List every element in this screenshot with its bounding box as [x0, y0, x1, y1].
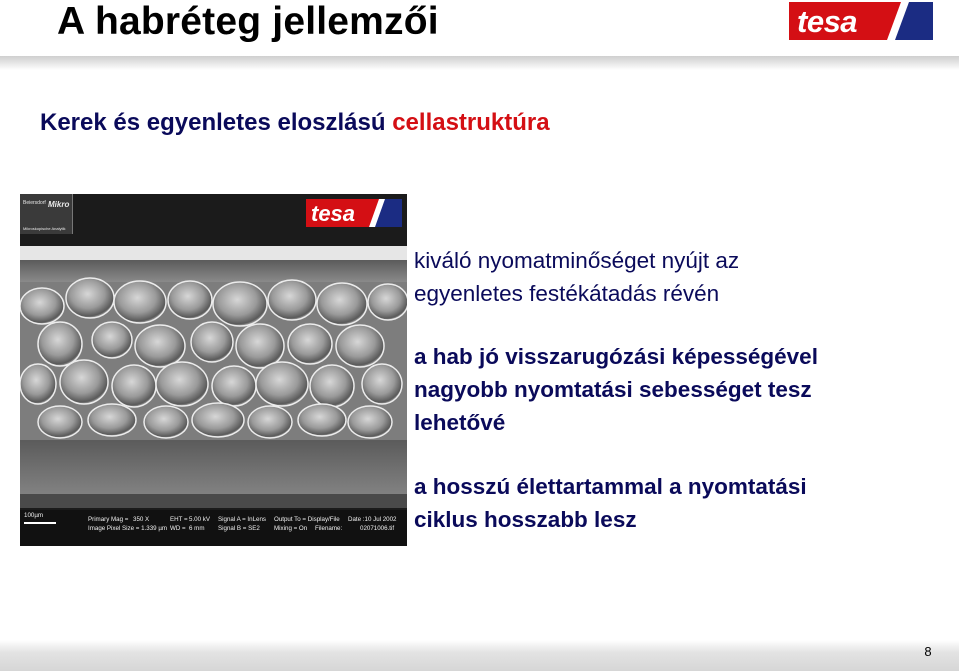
bullet-item — [414, 340, 818, 439]
scale-label: 100µm — [24, 512, 44, 519]
foam-cell-structure — [20, 194, 407, 546]
lab-brand: Mikro — [48, 200, 70, 209]
foam-cell — [114, 281, 166, 323]
pixel-size: Image Pixel Size = 1.339 µm — [88, 525, 168, 532]
signal-a: Signal A = InLens — [218, 516, 266, 523]
foam-cell — [135, 325, 185, 367]
bullet-line: a hosszú élettartammal a nyomtatási — [414, 474, 807, 499]
bullet-line: nagyobb nyomtatási sebességet tesz — [414, 377, 812, 402]
page-number: 8 — [924, 644, 932, 659]
foam-cell — [60, 360, 108, 404]
foam-cell — [362, 364, 402, 404]
foam-cell — [112, 365, 156, 407]
bullet-line: ciklus hosszabb lesz — [414, 507, 637, 532]
foam-cell — [192, 403, 244, 437]
foam-cell — [88, 404, 136, 436]
sem-micrograph — [20, 194, 407, 546]
foam-cell — [156, 362, 208, 406]
sem-info-bar — [20, 510, 407, 546]
slide-subtitle — [40, 108, 550, 138]
foam-cell — [66, 278, 114, 318]
foam-cell — [368, 284, 407, 320]
foam-cell — [310, 365, 354, 407]
foam-cell — [213, 282, 267, 326]
svg-text:tesa: tesa — [797, 4, 858, 39]
footer-bar — [0, 640, 959, 671]
lab-dept: Mikroskopische Analytik — [23, 226, 66, 231]
foam-cell — [212, 366, 256, 406]
svg-text:tesa: tesa — [311, 201, 356, 226]
foam-cell — [38, 406, 82, 438]
bullet-line: kiváló nyomatminőséget nyújt az — [414, 248, 740, 273]
bullet-line: lehetővé — [414, 410, 506, 435]
date: Date :10 Jul 2002 — [348, 516, 397, 523]
bullet-line: egyenletes festékátadás révén — [414, 281, 720, 306]
subtitle-text: Kerek és egyenletes eloszlású — [40, 109, 393, 136]
foam-cell — [20, 288, 64, 324]
foam-cell — [336, 325, 384, 367]
wd-value: 6 mm — [189, 525, 205, 532]
foam-cell — [191, 322, 233, 362]
output-to: Output To = Display/File — [274, 516, 340, 523]
signal-b: Signal B = SE2 — [218, 525, 260, 532]
header-divider — [0, 56, 959, 70]
eht-label: EHT = — [170, 516, 188, 523]
lab-org: Beiersdorf — [23, 200, 46, 206]
slide-title: A habréteg jellemzői — [57, 0, 439, 43]
eht-value: 5.00 kV — [189, 516, 210, 523]
foam-cell — [38, 322, 82, 366]
mixing: Mixing = On — [274, 525, 308, 532]
bullet-line: a hab jó visszarugózási képességével — [414, 344, 818, 369]
scale-bar — [24, 522, 56, 524]
foam-cell — [144, 406, 188, 438]
filename-label: Filename: — [315, 525, 343, 532]
foam-cell — [268, 280, 316, 320]
foam-cell — [348, 406, 392, 438]
lab-logo — [20, 194, 73, 234]
foam-cell — [92, 322, 132, 358]
bullet-item — [414, 470, 807, 536]
filename: 02071006.tif — [360, 525, 395, 532]
foam-cell — [298, 404, 346, 436]
primary-mag-value: 350 X — [133, 516, 150, 523]
foam-cell — [20, 364, 56, 404]
tesa-logo — [789, 2, 933, 40]
sem-tesa-logo — [306, 199, 402, 227]
foam-cell — [317, 283, 367, 325]
primary-mag: Primary Mag = — [88, 516, 129, 523]
bullet-item — [414, 244, 739, 310]
foam-cell — [248, 406, 292, 438]
wd-label: WD = — [170, 525, 186, 532]
foam-cell — [168, 281, 212, 319]
subtitle-accent: cellastruktúra — [392, 109, 550, 136]
foam-cell — [236, 324, 284, 368]
foam-cell — [288, 324, 332, 364]
foam-cell — [256, 362, 308, 406]
